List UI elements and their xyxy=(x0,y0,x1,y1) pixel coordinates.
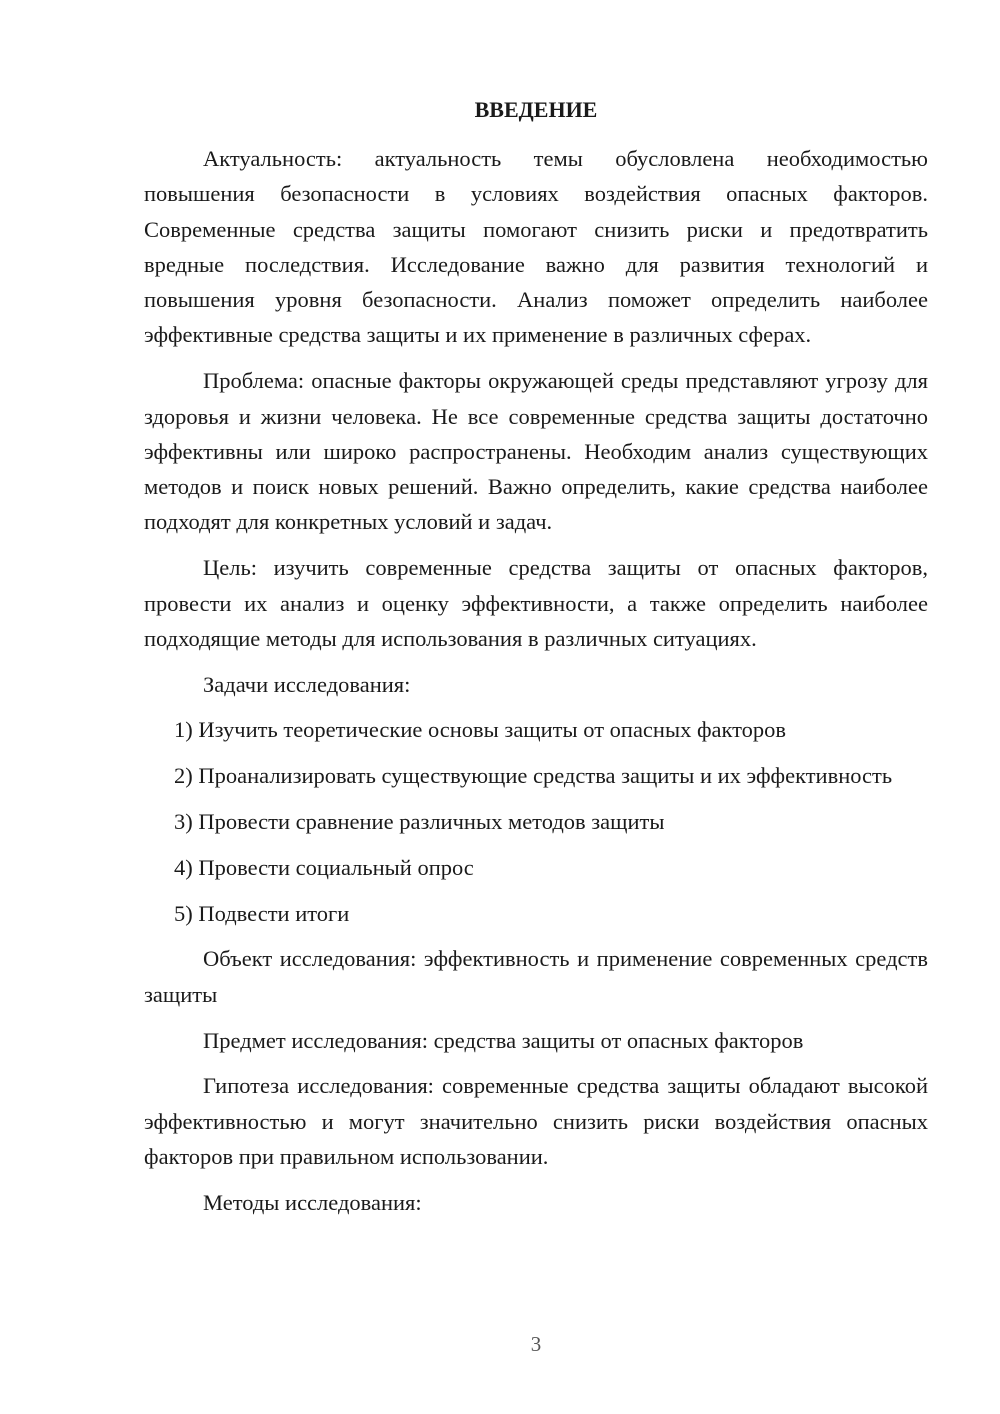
section-title: ВВЕДЕНИЕ xyxy=(474,97,598,122)
page-content xyxy=(144,92,928,1231)
goal-paragraph: Цель: изучить современные средства защиты от опасных факторов, провести их анализ и оценку эффективности, а также определить наиболее подходящие методы для использования в различных ситуациях. xyxy=(144,555,928,651)
subject-paragraph: Предмет исследования: средства защиты от опасных факторов xyxy=(203,1027,804,1053)
tasks-heading: Задачи исследования: xyxy=(203,671,411,697)
methods-heading: Методы исследования: xyxy=(203,1189,422,1215)
hypothesis-paragraph: Гипотеза исследования: современные средства защиты обладают высокой эффективностью и могут значительно снизить риски воздействия опасных факторов при правильном использовании. xyxy=(144,1073,928,1169)
task-list-item: 3) Провести сравнение различных методов защиты xyxy=(174,809,665,835)
task-list-item: 2) Проанализировать существующие средства защиты и их эффективность xyxy=(174,763,893,789)
page-number: 3 xyxy=(530,1332,542,1356)
object-paragraph: Объект исследования: эффективность и применение современных средств защиты xyxy=(144,946,928,1007)
task-list-item: 5) Подвести итоги xyxy=(174,900,350,926)
problem-paragraph: Проблема: опасные факторы окружающей среды представляют угрозу для здоровья и жизни человека. Не все современные средства защиты достаточно эффективны или широко распространены. Необходим анализ существующих методов и поиск новых решений. Важно определить, какие средства наиболее подходят для конкретных условий и задач. xyxy=(144,368,928,535)
task-list-item: 4) Провести социальный опрос xyxy=(174,854,474,880)
relevance-paragraph: Актуальность: актуальность темы обусловлена необходимостью повышения безопасности в условиях воздействия опасных факторов. Современные средства защиты помогают снизить риски и предотвратить вредные последствия. Исследование важно для развития технологий и повышения уровня безопасности. Анализ поможет определить наиболее эффективные средства защиты и их применение в различных сферах. xyxy=(144,146,928,348)
task-list-item: 1) Изучить теоретические основы защиты от опасных факторов xyxy=(174,717,787,743)
